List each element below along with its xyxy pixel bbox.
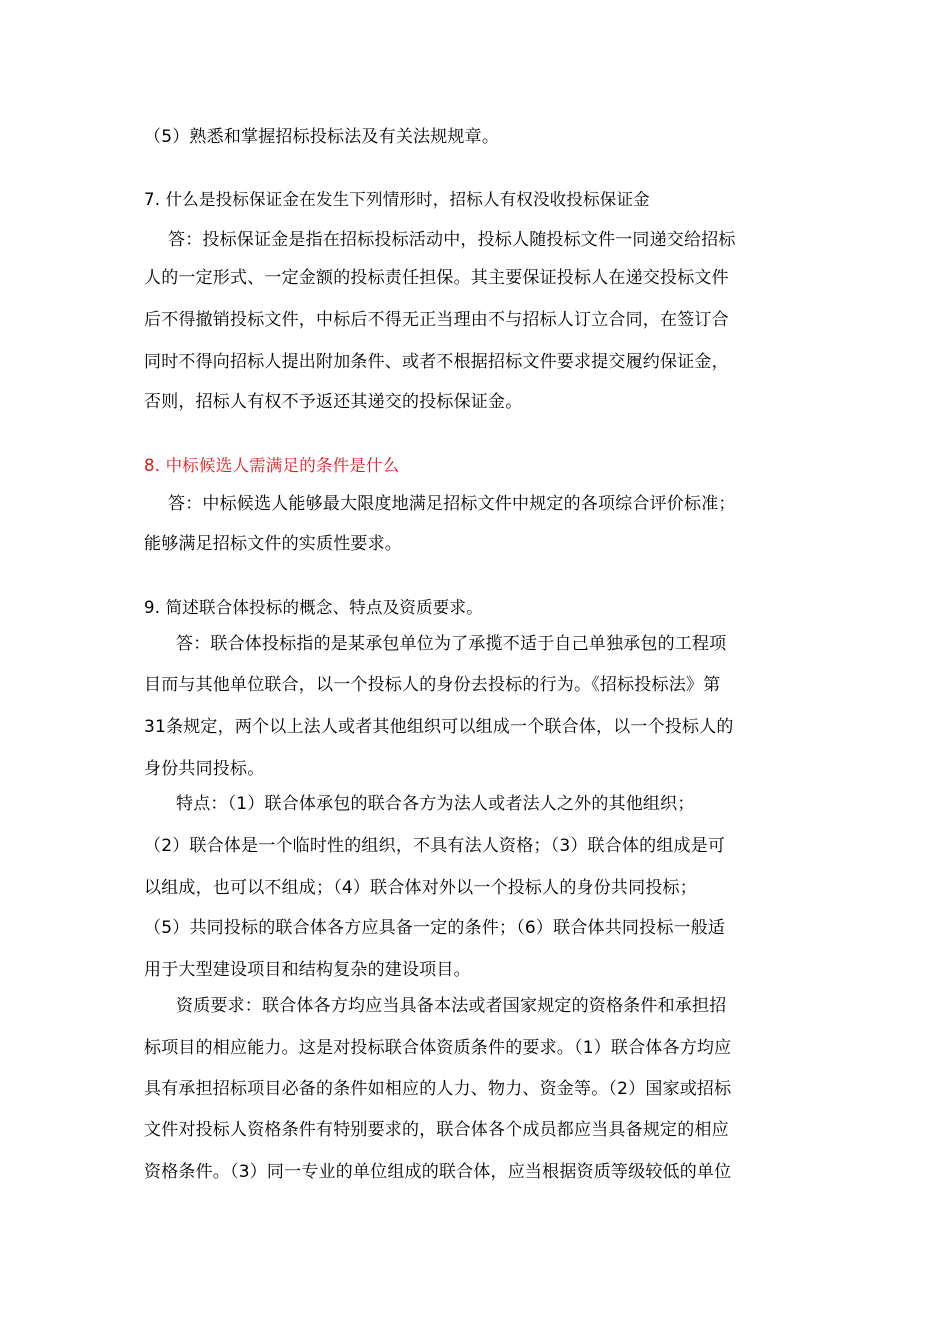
question-9-answer-line-2: 目而与其他单位联合，以一个投标人的身份去投标的行为。《招标投标法》第	[144, 675, 721, 695]
question-9-qualification-line-3: 具有承担招标项目必备的条件如相应的人力、物力、资金等。（2）国家或招标	[144, 1079, 732, 1099]
question-7-answer-line-3: 后不得撤销投标文件，中标后不得无正当理由不与招标人订立合同，在签订合	[144, 310, 729, 330]
question-8-answer-line-1: 答：中标候选人能够最大限度地满足招标文件中规定的各项综合评价标准；	[168, 494, 736, 514]
question-9-features-line-1: 特点：（1）联合体承包的联合各方为法人或者法人之外的其他组织；	[176, 794, 695, 814]
question-9-answer-line-1: 答：联合体投标指的是某承包单位为了承揽不适于自己单独承包的工程项	[176, 634, 727, 654]
question-9-qualification-line-5: 资格条件。（3）同一专业的单位组成的联合体，应当根据资质等级较低的单位	[144, 1162, 732, 1182]
item-5-text: （5）熟悉和掌握招标投标法及有关法规规章。	[144, 127, 500, 147]
question-9-features-line-2: （2）联合体是一个临时性的组织，不具有法人资格；（3）联合体的组成是可	[144, 836, 726, 856]
question-7-title: 7. 什么是投标保证金在发生下列情形时，招标人有权没收投标保证金	[144, 190, 650, 209]
question-9-qualification-line-4: 文件对投标人资格条件有特别要求的，联合体各个成员都应当具备规定的相应	[144, 1120, 729, 1140]
question-8-title: 8. 中标候选人需满足的条件是什么	[144, 456, 400, 475]
question-9-qualification-line-2: 标项目的相应能力。这是对投标联合体资质条件的要求。（1）联合体各方均应	[144, 1038, 732, 1058]
question-9-features-line-3: 以组成，也可以不组成；（4）联合体对外以一个投标人的身份共同投标；	[144, 878, 697, 898]
question-9-qualification-line-1: 资质要求：联合体各方均应当具备本法或者国家规定的资格条件和承担招	[176, 996, 727, 1016]
question-7-answer-line-1: 答：投标保证金是指在招标投标活动中，投标人随投标文件一同递交给招标	[168, 230, 736, 250]
question-9-answer-line-3: 31条规定，两个以上法人或者其他组织可以组成一个联合体，以一个投标人的	[144, 717, 734, 737]
question-7-answer-line-4: 同时不得向招标人提出附加条件、或者不根据招标文件要求提交履约保证金，	[144, 352, 729, 372]
question-7-answer-line-5: 否则，招标人有权不予返还其递交的投标保证金。	[144, 392, 523, 412]
question-9-features-line-5: 用于大型建设项目和结构复杂的建设项目。	[144, 960, 471, 980]
question-7-answer-line-2: 人的一定形式、一定金额的投标责任担保。其主要保证投标人在递交投标文件	[144, 268, 729, 288]
question-9-answer-line-4: 身份共同投标。	[144, 759, 265, 779]
question-9-title: 9. 简述联合体投标的概念、特点及资质要求。	[144, 598, 483, 617]
question-9-features-line-4: （5）共同投标的联合体各方应具备一定的条件；（6）联合体共同投标一般适	[144, 918, 726, 938]
question-8-answer-line-2: 能够满足招标文件的实质性要求。	[144, 534, 402, 554]
